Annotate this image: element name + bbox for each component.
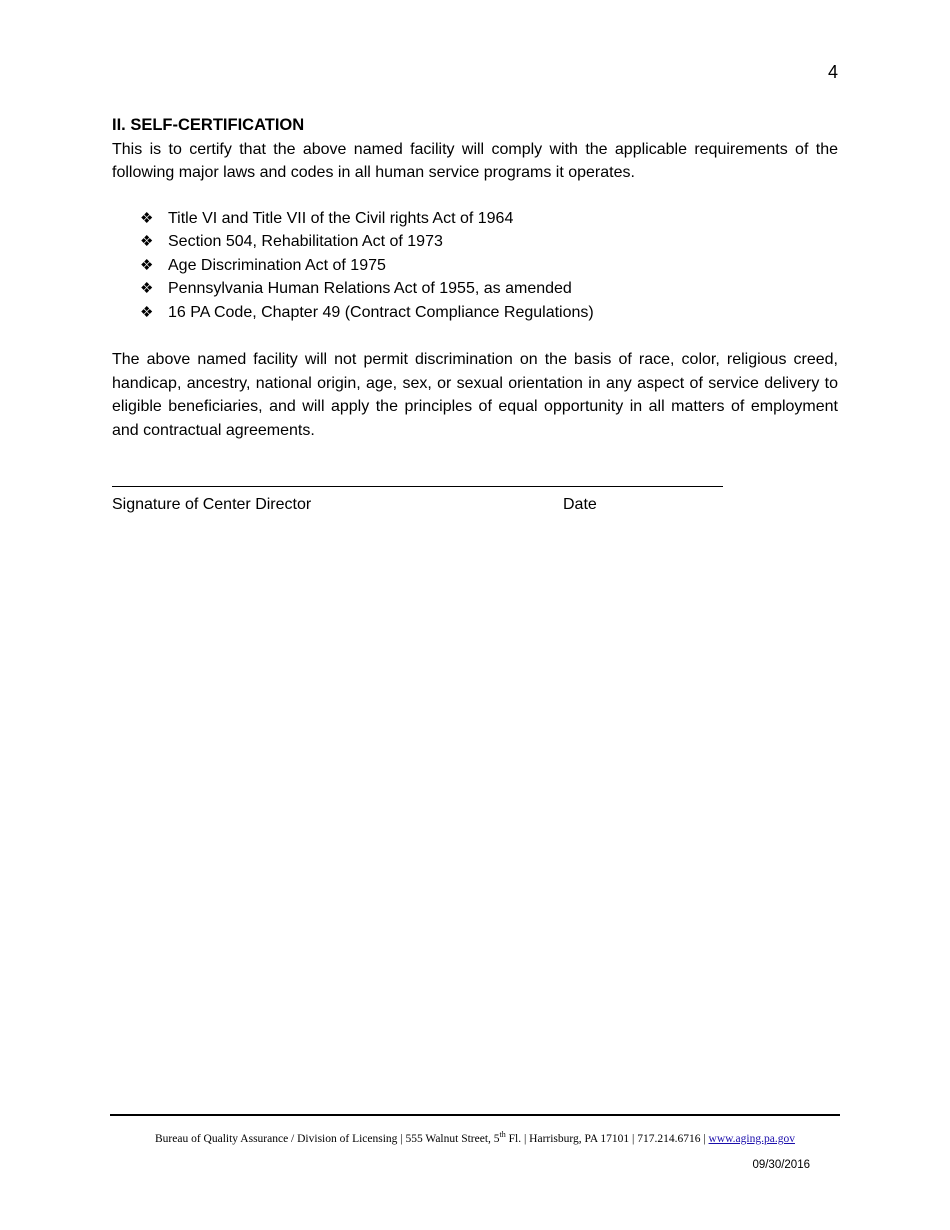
footer-divider <box>110 1114 840 1116</box>
footer-address-part2: Fl. | Harrisburg, PA 17101 | 717.214.6716 | <box>505 1132 709 1145</box>
nondiscrimination-paragraph: The above named facility will not permit discrimination on the basis of race, color, religious creed, handicap, ancestry, national origin, age, sex, or sexual orientation in any aspect of service delivery to eligible beneficiaries, and will apply the principles of equal opportunity in all matters of employment and contractual agreements. <box>112 351 838 439</box>
list-item <box>140 254 838 278</box>
date-label: Date <box>563 496 597 513</box>
website-link[interactable]: www.aging.pa.gov <box>708 1132 795 1145</box>
list-item <box>140 207 838 231</box>
list-item <box>140 230 838 254</box>
diamond-bullet-icon: ❖ <box>140 256 154 274</box>
footer-address <box>110 1130 840 1145</box>
revision-date: 09/30/2016 <box>752 1159 810 1171</box>
list-item <box>140 277 838 301</box>
signature-label: Signature of Center Director <box>112 496 312 513</box>
list-item <box>140 301 838 325</box>
diamond-bullet-icon: ❖ <box>140 280 154 297</box>
laws-list <box>112 207 838 325</box>
diamond-bullet-icon: ❖ <box>140 209 154 227</box>
intro-paragraph: This is to certify that the above named facility will comply with the applicable requirements of the following major laws and codes in all human service programs it operates. <box>112 140 838 181</box>
law-text: Title VI and Title VII of the Civil rights Act of 1964 <box>168 209 514 227</box>
section-title: II. SELF-CERTIFICATION <box>112 116 305 134</box>
signature-line <box>112 486 723 487</box>
footer-address-part1: Bureau of Quality Assurance / Division of Licensing | 555 Walnut Street, 5 <box>155 1132 500 1145</box>
law-text: Age Discrimination Act of 1975 <box>168 256 386 274</box>
self-certification-section <box>112 114 838 442</box>
diamond-bullet-icon: ❖ <box>140 303 154 321</box>
law-text: Pennsylvania Human Relations Act of 1955, as amended <box>168 280 572 297</box>
diamond-bullet-icon: ❖ <box>140 233 154 250</box>
law-text: 16 PA Code, Chapter 49 (Contract Compliance Regulations) <box>168 303 594 321</box>
footer-ordinal-suffix: th <box>499 1130 506 1139</box>
page-number: 4 <box>827 62 838 82</box>
law-text: Section 504, Rehabilitation Act of 1973 <box>168 233 443 250</box>
